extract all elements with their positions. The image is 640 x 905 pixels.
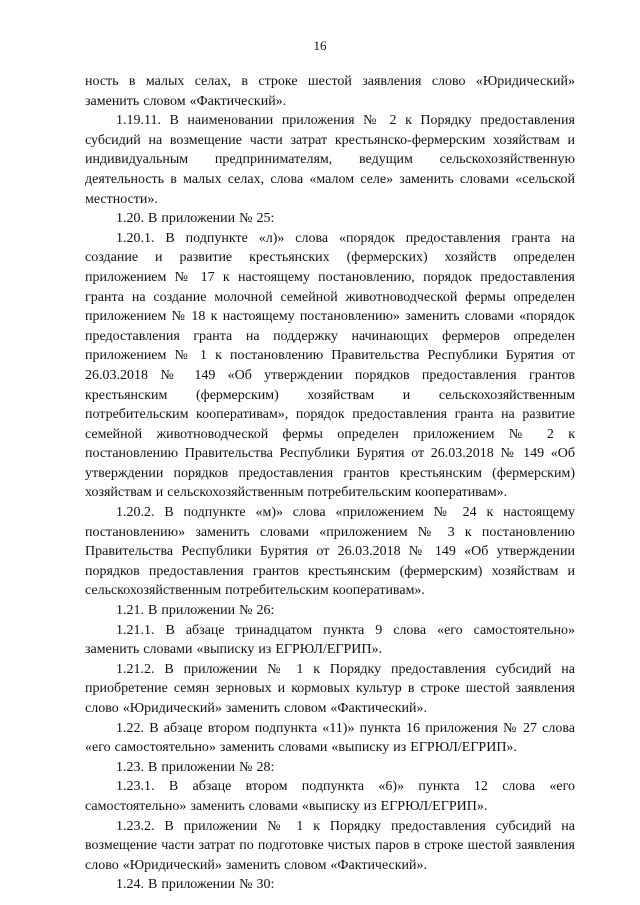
paragraph-1-20: 1.20. В приложении № 25:: [116, 211, 275, 227]
paragraph-1-23-1: 1.23.1. В абзаце втором подпункта «6)» пункта 12 слова «его самостоятельно» заменить словами «выписку из ЕГРЮЛ/ЕГРИП».: [85, 779, 575, 814]
paragraph-1-20-2: 1.20.2. В подпункте «м)» слова «приложением № 24 к настоящему постановлению» заменить словами «приложением № 3 к постановлению Правительства Республики Бурятия от 26.03.2018 № 149 «Об утверждении порядков предоставления грантов крестьянским (фермерским) хозяйствам и сельскохозяйственным потребительским кооперативам».: [85, 505, 575, 599]
paragraph-1-21: 1.21. В приложении № 26:: [116, 603, 275, 619]
page-number: 16: [313, 38, 327, 53]
paragraph-1-19-11: 1.19.11. В наименовании приложения № 2 к Порядку предоставления субсидий на возмещение части затрат крестьянско-фермерским хозяйствам и индивидуальным предпринимателям, ведущим сельскохозяйственную деятельность в малых селах, слова «малом селе» заменить словами «сельской местности».: [85, 113, 575, 207]
paragraph-continuation: ность в малых селах, в строке шестой заявления слово «Юридический» заменить словом «Фактический».: [85, 74, 575, 109]
paragraph-1-20-1: 1.20.1. В подпункте «л)» слова «порядок предоставления гранта на создание и развитие крестьянских (фермерских) хозяйств определен приложением № 17 к настоящему постановлению, порядок предоставления гранта на создание молочной семейной животноводческой фермы определен приложением № 18 к настоящему постановлению» заменить словами «порядок предоставления гранта на поддержку начинающих фермеров определен приложением № 1 к постановлению Правительства Республики Бурятия от 26.03.2018 № 149 «Об утверждении порядков предоставления грантов крестьянским (фермерским) хозяйствам и сельскохозяйственным потребительским кооперативам», порядок предоставления гранта на развитие семейной животноводческой фермы определен приложением № 2 к постановлению Правительства Республики Бурятия от 26.03.2018 № 149 «Об утверждении порядков предоставления грантов крестьянским (фермерским) хозяйствам и сельскохозяйственным потребительским кооперативам».: [85, 230, 575, 501]
paragraph-1-24: 1.24. В приложении № 30:: [116, 877, 275, 893]
paragraph-1-23: 1.23. В приложении № 28:: [116, 759, 275, 775]
paragraph-1-22: 1.22. В абзаце втором подпункта «11)» пункта 16 приложения № 27 слова «его самостоятельно» заменить словами «выписку из ЕГРЮЛ/ЕГРИП».: [85, 720, 575, 756]
paragraph-1-23-2: 1.23.2. В приложении № 1 к Порядку предоставления субсидий на возмещение части затрат по подготовке чистых паров в строке шестой заявления слово «Юридический» заменить словом «Фактический».: [85, 818, 575, 873]
document-body: [85, 72, 575, 895]
paragraph-1-21-2: 1.21.2. В приложении № 1 к Порядку предоставления субсидий на приобретение семян зерновых и кормовых культур в строке шестой заявления слово «Юридический» заменить словом «Фактический».: [85, 661, 575, 716]
paragraph-1-21-1: 1.21.1. В абзаце тринадцатом пункта 9 слова «его самостоятельно» заменить словами «выписку из ЕГРЮЛ/ЕГРИП».: [85, 622, 575, 658]
